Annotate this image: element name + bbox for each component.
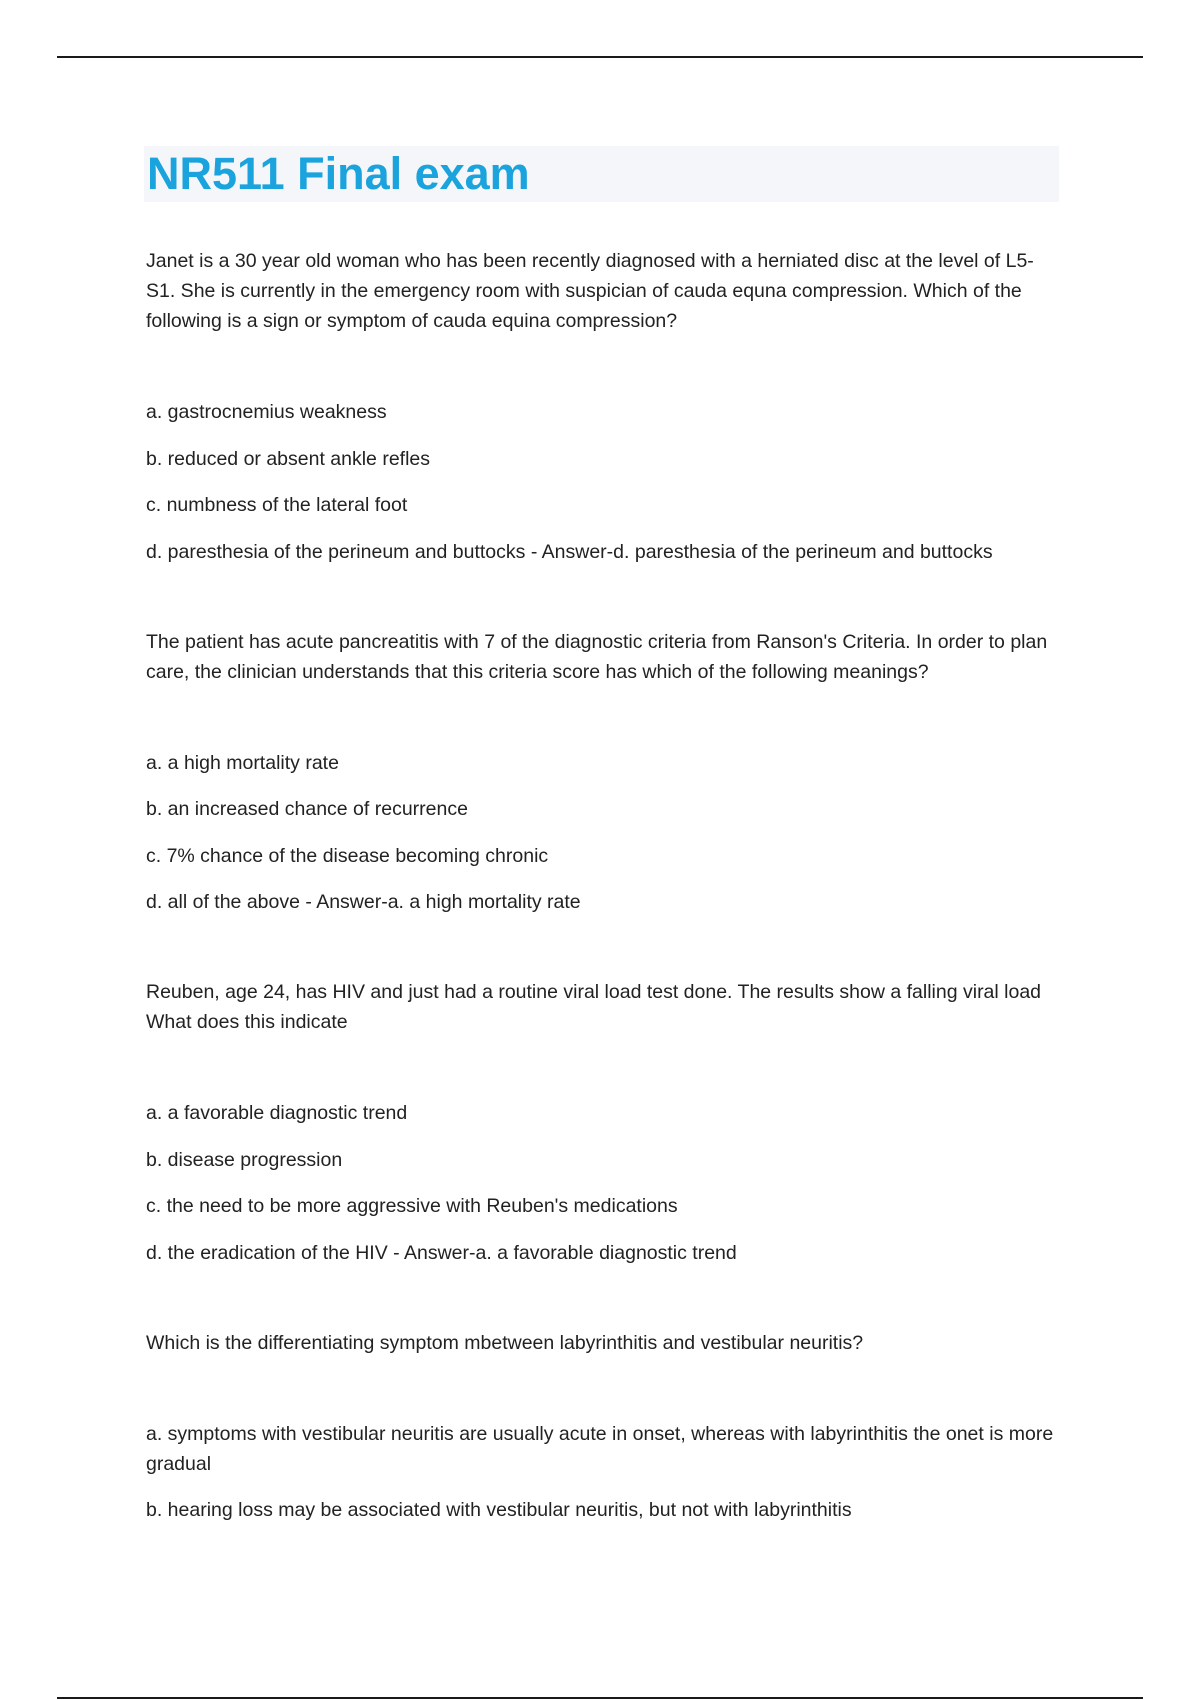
question-block — [146, 1328, 1056, 1526]
answer-options — [146, 748, 1056, 918]
answer-option: b. reduced or absent ankle refles — [146, 447, 431, 470]
answer-options — [146, 397, 1056, 567]
answer-option: c. 7% chance of the disease becoming chronic — [146, 844, 549, 867]
answer-options — [146, 1419, 1056, 1526]
question-block — [146, 977, 1056, 1268]
document-title: NR511 Final exam — [147, 148, 530, 199]
answer-options — [146, 1098, 1056, 1268]
question-list — [146, 246, 1056, 1585]
answer-option: a. a favorable diagnostic trend — [146, 1102, 408, 1124]
answer-option: b. disease progression — [146, 1148, 343, 1171]
question-text: The patient has acute pancreatitis with 7 of the diagnostic criteria from Ranson's Criteria. In order to plan care, the clinician understands that this criteria score has which of the following meanings? — [146, 630, 1048, 683]
answer-option: b. hearing loss may be associated with vestibular neuritis, but not with labyrinthitis — [146, 1499, 852, 1521]
answer-option: b. an increased chance of recurrence — [146, 798, 468, 820]
top-rule — [57, 56, 1143, 58]
question-text: Reuben, age 24, has HIV and just had a routine viral load test done. The results show a falling viral load What does this indicate — [146, 981, 1042, 1033]
bottom-rule — [57, 1697, 1143, 1699]
answer-option: c. numbness of the lateral foot — [146, 494, 408, 516]
answer-option: a. symptoms with vestibular neuritis are usually acute in onset, whereas with labyrinthitis the onet is more gradual — [146, 1422, 1054, 1475]
question-block — [146, 627, 1056, 918]
answer-option: a. gastrocnemius weakness — [146, 401, 387, 423]
answer-option: c. the need to be more aggressive with Reuben's medications — [146, 1195, 678, 1217]
question-text: Janet is a 30 year old woman who has been recently diagnosed with a herniated disc at the level of L5-S1. She is currently in the emergency room with suspician of cauda equna compression. Which of the following is a sign or symptom of cauda equina compression? — [146, 250, 1034, 332]
question-block — [146, 246, 1056, 567]
answer-option: d. the eradication of the HIV - Answer-a. a favorable diagnostic trend — [146, 1241, 737, 1264]
question-text: Which is the differentiating symptom mbetween labyrinthitis and vestibular neuritis? — [146, 1331, 864, 1354]
answer-option: d. paresthesia of the perineum and buttocks - Answer-d. paresthesia of the perineum and buttocks — [146, 540, 993, 563]
answer-option: a. a high mortality rate — [146, 751, 339, 774]
answer-option: d. all of the above - Answer-a. a high mortality rate — [146, 891, 581, 913]
